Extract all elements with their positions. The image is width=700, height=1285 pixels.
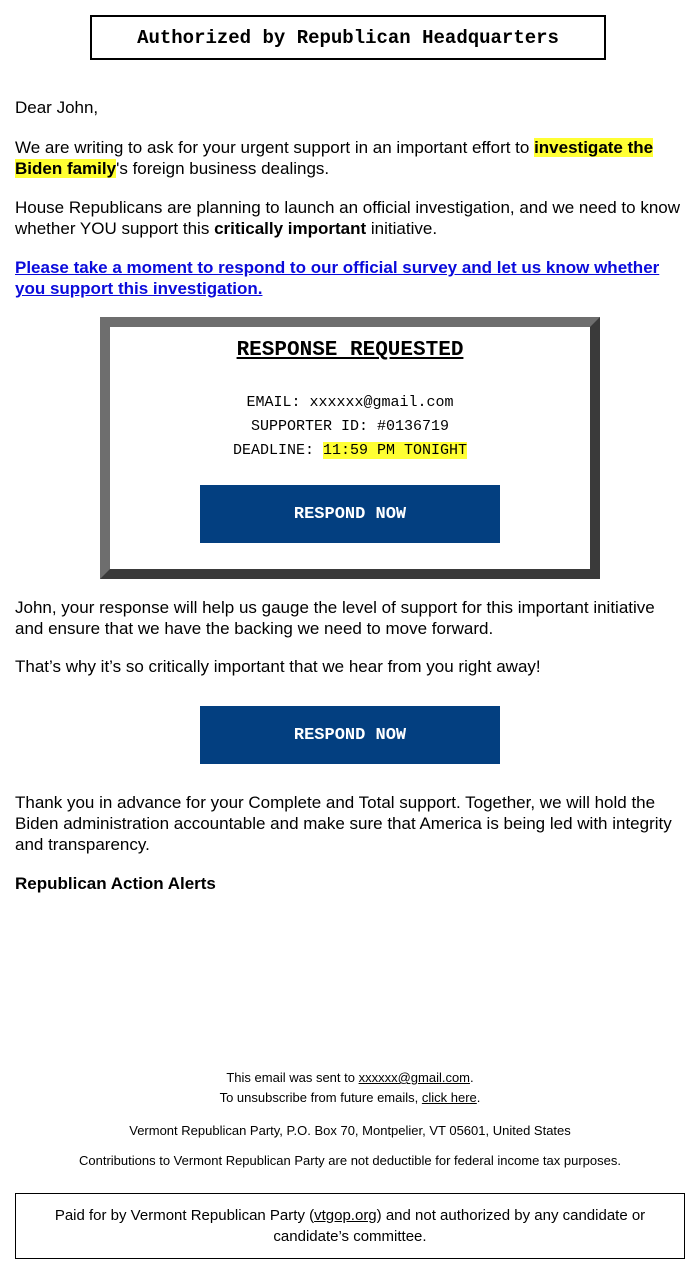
respond-now-button-secondary[interactable] (200, 706, 500, 764)
respond-now-button-primary[interactable] (200, 485, 500, 543)
supporter-id-line: SUPPORTER ID: #0136719 (250, 418, 450, 435)
email-line: EMAIL: xxxxxx@gmail.com (246, 394, 454, 411)
unsubscribe-line (0, 1089, 700, 1107)
mailing-address: Vermont Republican Party, P.O. Box 70, Montpelier, VT 05601, United States (129, 1123, 571, 1138)
respond-now-label: RESPOND NOW (293, 504, 407, 524)
signature: Republican Action Alerts (15, 874, 216, 893)
sent-to-line (0, 1069, 700, 1087)
intro-highlight: investigate the Biden family (15, 138, 654, 178)
sent-email-link[interactable]: xxxxxx@gmail.com (358, 1070, 471, 1085)
intro-paragraph (15, 137, 685, 179)
plan-text-after: initiative. (366, 219, 438, 238)
vtgop-link[interactable]: vtgop.org (314, 1207, 377, 1224)
greeting: Dear John, (15, 98, 99, 117)
tax-note: Contributions to Vermont Republican Party are not deductible for federal income tax purposes. (79, 1153, 621, 1168)
paid-suffix: ) and not authorized by any candidate or candidate’s committee. (273, 1207, 646, 1245)
sent-suffix: . (470, 1070, 474, 1085)
intro-text-before: We are writing to ask for your urgent support in an important effort to (15, 138, 535, 157)
urgency-paragraph: That’s why it’s so critically important that we hear from you right away! (15, 657, 541, 676)
sent-prefix: This email was sent to (226, 1070, 359, 1085)
survey-link[interactable]: Please take a moment to respond to our official survey and let us know whether you support this investigation. (15, 258, 660, 298)
plan-text-before: House Republicans are planning to launch an official investigation, and we need to know whether YOU support this (15, 198, 681, 238)
plan-paragraph (15, 197, 685, 239)
plan-bold: critically important (214, 219, 367, 238)
paid-for-text (36, 1205, 664, 1247)
authorization-header-text: Authorized by Republican Headquarters (137, 26, 559, 49)
unsubscribe-prefix: To unsubscribe from future emails, (219, 1090, 422, 1105)
survey-link-paragraph (15, 257, 685, 299)
deadline-value: 11:59 PM TONIGHT (322, 442, 468, 459)
thanks-paragraph: Thank you in advance for your Complete and Total support. Together, we will hold the Biden administration accountable and make sure that America is being led with integrity and transparency. (15, 793, 672, 854)
unsubscribe-link[interactable]: click here (421, 1090, 477, 1105)
deadline-label: DEADLINE: (232, 442, 323, 459)
response-box-title: RESPONSE REQUESTED (236, 339, 464, 362)
gauge-paragraph: John, your response will help us gauge the level of support for this important initiative and ensure that we have the backing we need to move forward. (15, 598, 655, 638)
intro-text-after: 's foreign business dealings. (116, 159, 330, 178)
unsubscribe-suffix: . (476, 1090, 481, 1105)
respond-now-label-secondary: RESPOND NOW (293, 725, 407, 745)
deadline-line (110, 441, 590, 461)
authorization-header (90, 15, 606, 60)
response-requested-box (100, 317, 600, 579)
paid-prefix: Paid for by Vermont Republican Party ( (54, 1207, 315, 1224)
paid-for-disclaimer (15, 1193, 685, 1259)
